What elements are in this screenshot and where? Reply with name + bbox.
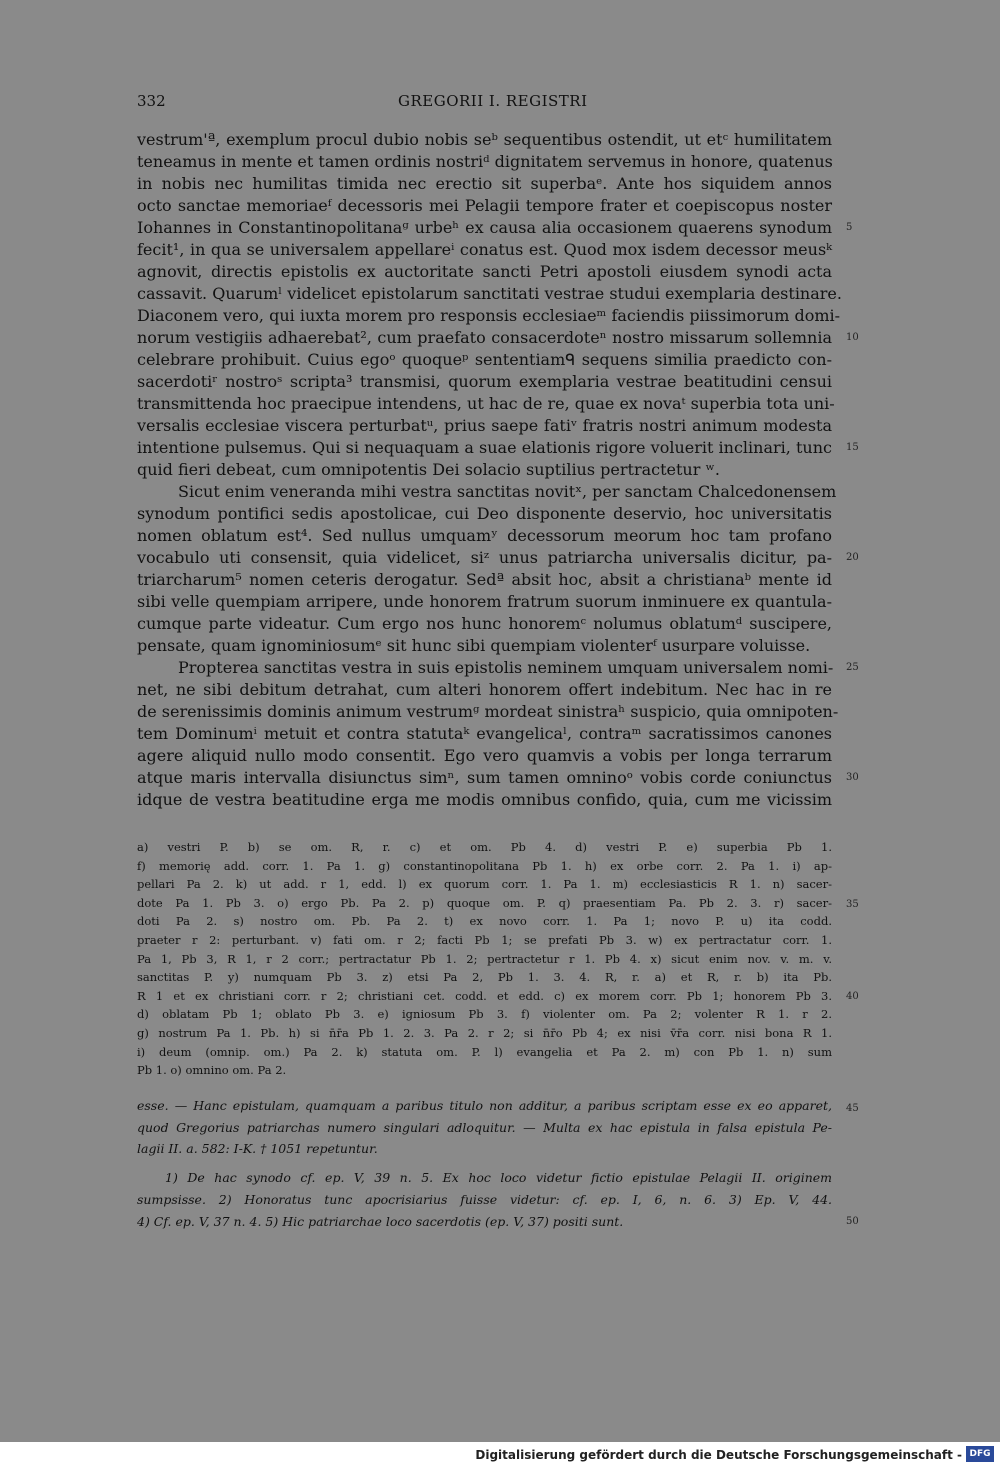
footnote-line: sanctitas P. y) numquam Pb 3. z) etsi Pa 2, Pb 1. 3. 4. R, r. a) et R, r. b) ita Pb.: [137, 970, 832, 985]
text-line: Propterea sanctitas vestra in suis epistolis neminem umquam universalem nomi-: [178, 658, 834, 677]
text-line: idque de vestra beatitudine erga me modis omnibus confido, quia, cum me vicissim: [137, 790, 832, 809]
text-line: synodum pontifici sedis apostolicae, cui Deo disponente deservio, hoc universitatis: [137, 504, 832, 523]
line-number: 35: [846, 899, 859, 910]
reference-line: sumpsisse. 2) Honoratus tunc apocrisiarius fuisse videtur: cf. ep. I, 6, n. 6. 3) Ep. V, 44.: [137, 1192, 832, 1207]
text-line: agnovit, directis epistolis ex auctoritate sancti Petri apostoli eiusdem synodi acta: [137, 262, 832, 281]
footnote-line: f) memorię add. corr. 1. Pa 1. g) constantinopolitana Pb 1. h) ex orbe corr. 2. Pa 1. i) ap-: [137, 858, 832, 873]
text-line: Iohannes in Constantinopolitanaᵍ urbeʰ ex causa alia occasionem quaerens synodum: [137, 218, 832, 237]
reference-line: 4) Cf. ep. V, 37 n. 4. 5) Hic patriarchae loco sacerdotis (ep. V, 37) positi sunt.: [137, 1214, 624, 1229]
text-line: triarcharum⁵ nomen ceteris derogatur. Sedª absit hoc, absit a christianaᵇ mente id: [137, 570, 832, 589]
footnote-line: a) vestri P. b) se om. R, r. c) et om. Pb 4. d) vestri P. e) superbia Pb 1.: [137, 840, 832, 854]
text-line: agere aliquid nullo modo consentit. Ego vero quamvis a vobis per longa terrarum: [137, 746, 832, 765]
line-number: 40: [846, 991, 859, 1002]
footnote-line: doti Pa 2. s) nostro om. Pb. Pa 2. t) ex novo corr. 1. Pa 1; novo P. u) ita codd.: [137, 914, 832, 929]
footnote-line: i) deum (omnip. om.) Pa 2. k) statuta om. P. l) evangelia et Pa 2. m) con Pb 1. n) sum: [137, 1044, 832, 1059]
text-line: Diaconem vero, qui iuxta morem pro responsis ecclesiaeᵐ faciendis piissimorum domi-: [137, 306, 841, 325]
text-line: quid fieri debeat, cum omnipotentis Dei solacio suptilius pertractetur ʷ.: [137, 460, 720, 479]
text-line: atque maris intervalla disiunctus simⁿ, sum tamen omninoᵒ vobis corde coniunctus: [137, 768, 832, 787]
text-line: versalis ecclesiae viscera perturbatᵘ, prius saepe fatiᵛ fratris nostri animum modesta: [137, 416, 832, 435]
text-line: in nobis nec humilitas timida nec erectio sit superbaᵉ. Ante hos siquidem annos: [137, 174, 832, 193]
text-line: intentione pulsemus. Qui si nequaquam a suae elationis rigore voluerit inclinari, tunc: [137, 438, 832, 457]
text-line: fecit¹, in qua se universalem appellareⁱ conatus est. Quod mox isdem decessor meusᵏ: [137, 240, 832, 259]
text-line: cumque parte videatur. Cum ergo nos hunc honoremᶜ nolumus oblatumᵈ suscipere,: [137, 614, 832, 633]
reference-line: 1) De hac synodo cf. ep. V, 39 n. 5. Ex hoc loco videtur fictio epistulae Pelagii II. originem: [165, 1170, 832, 1185]
commentary-line: quod Gregorius patriarchas numero singulari adloquitur. — Multa ex hac epistula in falsa epistula Pe-: [137, 1119, 832, 1135]
line-number: 25: [846, 662, 859, 673]
text-line: net, ne sibi debitum detrahat, cum alteri honorem offert indebitum. Nec hac in re: [137, 680, 832, 699]
running-title: GREGORII I. REGISTRI: [398, 92, 588, 110]
text-line: transmittenda hoc praecipue intendens, ut hac de re, quae ex novaᵗ superbia tota uni-: [137, 394, 835, 413]
text-line: sibi velle quempiam arripere, unde honorem fratrum suorum inminuere ex quantula-: [137, 592, 832, 611]
text-line: Sicut enim veneranda mihi vestra sanctitas novitˣ, per sanctam Chalcedonensem: [178, 482, 837, 501]
line-number: 10: [846, 332, 859, 343]
text-line: sacerdotiʳ nostroˢ scripta³ transmisi, quorum exemplaria vestrae beatitudini censui: [137, 372, 832, 391]
line-number: 15: [846, 442, 859, 453]
footnote-line: g) nostrum Pa 1. Pb. h) si n̄r̄a Pb 1. 2. 3. Pa 2. r 2; si n̄r̄o Pb 4; ex nisi v̄r̄a corr. nisi bona R 1.: [137, 1026, 832, 1040]
text-line: norum vestigiis adhaerebat², cum praefato consacerdoteⁿ nostro missarum sollemnia: [137, 328, 832, 347]
footnote-line: dote Pa 1. Pb 3. o) ergo Pb. Pa 2. p) quoque om. P. q) praesentiam Pa. Pb 2. 3. r) sacer-: [137, 895, 832, 910]
line-number: 50: [846, 1216, 859, 1227]
footnote-line: d) oblatam Pb 1; oblato Pb 3. e) igniosum Pb 3. f) violenter om. Pa 2; volenter R 1. r 2.: [137, 1007, 832, 1022]
text-line: de serenissimis dominis animum vestrumᵍ mordeat sinistraʰ suspicio, quia omnipoten-: [137, 702, 839, 721]
footnote-line: pellari Pa 2. k) ut add. r 1, edd. l) ex quorum corr. 1. Pa 1. m) ecclesiasticis R 1. n) sacer-: [137, 877, 832, 892]
footnote-line: R 1 et ex christiani corr. r 2; christiani cet. codd. et edd. c) ex morem corr. Pb 1; honorem Pb 3.: [137, 988, 832, 1003]
text-line: celebrare prohibuit. Cuius egoᵒ quoqueᵖ sententiamᑫ sequens similia praedicto con-: [137, 350, 832, 369]
page-number: 332: [137, 92, 166, 110]
dfg-logo: DFG: [966, 1446, 994, 1462]
commentary-line: lagii II. a. 582: I-K. † 1051 repetuntur.: [137, 1141, 378, 1156]
text-line: nomen oblatum est⁴. Sed nullus umquamʸ decessorum meorum hoc tam profano: [137, 526, 832, 545]
line-number: 5: [846, 222, 853, 233]
text-line: octo sanctae memoriaeᶠ decessoris mei Pelagii tempore frater et coepiscopus noster: [137, 196, 832, 215]
line-number: 45: [846, 1103, 859, 1114]
footnote-line: praeter r 2: perturbant. v) fati om. r 2; facti Pb 1; se prefati Pb 3. w) ex pertractatur corr. 1.: [137, 933, 832, 947]
footnote-line: Pb 1. o) omnino om. Pa 2.: [137, 1063, 287, 1078]
line-number: 30: [846, 772, 859, 783]
footnote-line: Pa 1, Pb 3, R 1, r 2 corr.; pertractatur Pb 1. 2; pertractetur r 1. Pb 4. x) sicut enim nov. v. m. v.: [137, 951, 832, 966]
digitization-credit: Digitalisierung gefördert durch die Deutsche Forschungsgemeinschaft -: [475, 1448, 962, 1462]
text-line: vocabulo uti consensit, quia videlicet, siᶻ unus patriarcha universalis dicitur, pa-: [137, 548, 832, 567]
line-number: 20: [846, 552, 859, 563]
text-line: pensate, quam ignominiosumᵉ sit hunc sibi quempiam violenterᶠ usurpare voluisse.: [137, 636, 811, 655]
text-line: cassavit. Quarumˡ videlicet epistolarum sanctitati vestrae studui exemplaria destinare.: [137, 284, 842, 303]
text-line: tem Dominumⁱ metuit et contra statutaᵏ evangelicaˡ, contraᵐ sacratissimos canones: [137, 724, 832, 743]
text-line: teneamus in mente et tamen ordinis nostriᵈ dignitatem servemus in honore, quatenus: [137, 152, 833, 171]
text-line: vestrum'ª, exemplum procul dubio nobis seᵇ sequentibus ostendit, ut etᶜ humilitatem: [137, 130, 832, 149]
commentary-line: esse. — Hanc epistulam, quamquam a paribus titulo non additur, a paribus scriptam esse ex eo apparet,: [137, 1098, 832, 1113]
